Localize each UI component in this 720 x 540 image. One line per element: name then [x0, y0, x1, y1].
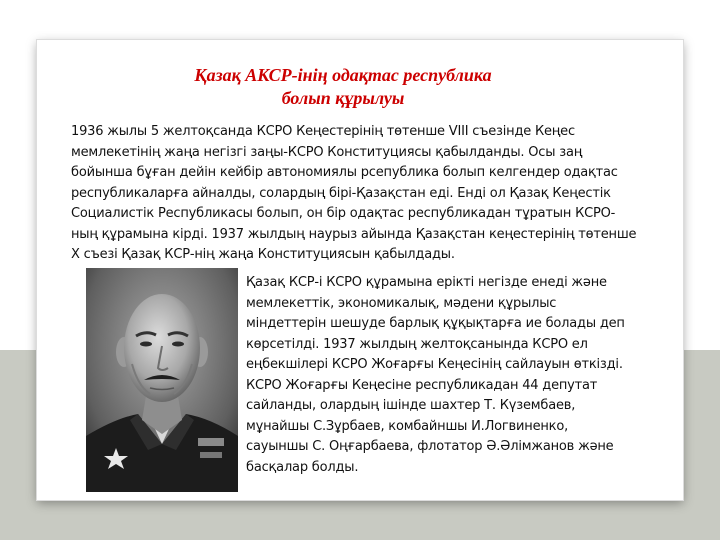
body-line: көрсетілді. 1937 жылдың желтоқсанында КСРО ел	[246, 336, 588, 352]
intro-paragraph	[71, 122, 651, 266]
title-line-2: болып құрылуы	[281, 88, 405, 108]
body-line: мемлекеттік, экономикалық, мәдени құрылыс	[246, 295, 557, 311]
intro-line: Социалистік Республикасы болып, он бір одақтас республикадан тұратын КСРО-	[71, 206, 616, 221]
portrait-photo	[86, 268, 238, 492]
body-line: КСРО Жоғарғы Кеңесіне республикадан 44 депутат	[246, 377, 598, 393]
intro-line: 1936 жылы 5 желтоқсанда КСРО Кеңестерінің төтенше VIII съезінде Кеңес	[71, 124, 575, 139]
body-line: еңбекшілері КСРО Жоғарғы Кеңесінің сайлауын өткізді.	[246, 357, 623, 372]
body-line: міндеттерін шешуде барлық құқықтарға ие болады деп	[246, 316, 625, 331]
intro-line: Х съезі Қазақ КСР-нің жаңа Конституциясын қабылдады.	[71, 247, 455, 262]
body-paragraph	[246, 273, 666, 478]
intro-line: ның құрамына кірді. 1937 жылдың наурыз айында Қазақстан кеңестерінің төтенше	[71, 226, 637, 242]
body-line: сайланды, олардың ішінде шахтер Т. Күзембаев,	[246, 398, 576, 413]
slide-card	[37, 40, 683, 500]
title-line-1: Қазақ АКСР-інің одақтас республика	[194, 65, 492, 85]
intro-line: мемлекетінің жаңа негізгі заңы-КСРО Конституциясы қабылданды. Осы заң	[71, 144, 583, 160]
body-line: басқалар болды.	[246, 459, 359, 475]
body-line: Қазақ КСР-і КСРО құрамына ерікті негізде енеді және	[246, 275, 607, 290]
body-line: мұнайшы С.Зұрбаев, комбайншы И.Логвиненко,	[246, 418, 569, 434]
intro-line: республикаларға айналды, солардың бірі-Қазақстан еді. Енді ол Қазақ Кеңестік	[71, 185, 611, 201]
slide-title	[37, 64, 649, 110]
body-line: сауыншы С. Оңғарбаева, флотатор Ә.Әлімжанов және	[246, 439, 614, 454]
intro-line: бойынша бұған дейін кейбір автономиялы рсепублика болып келгендер одақтас	[71, 165, 618, 180]
